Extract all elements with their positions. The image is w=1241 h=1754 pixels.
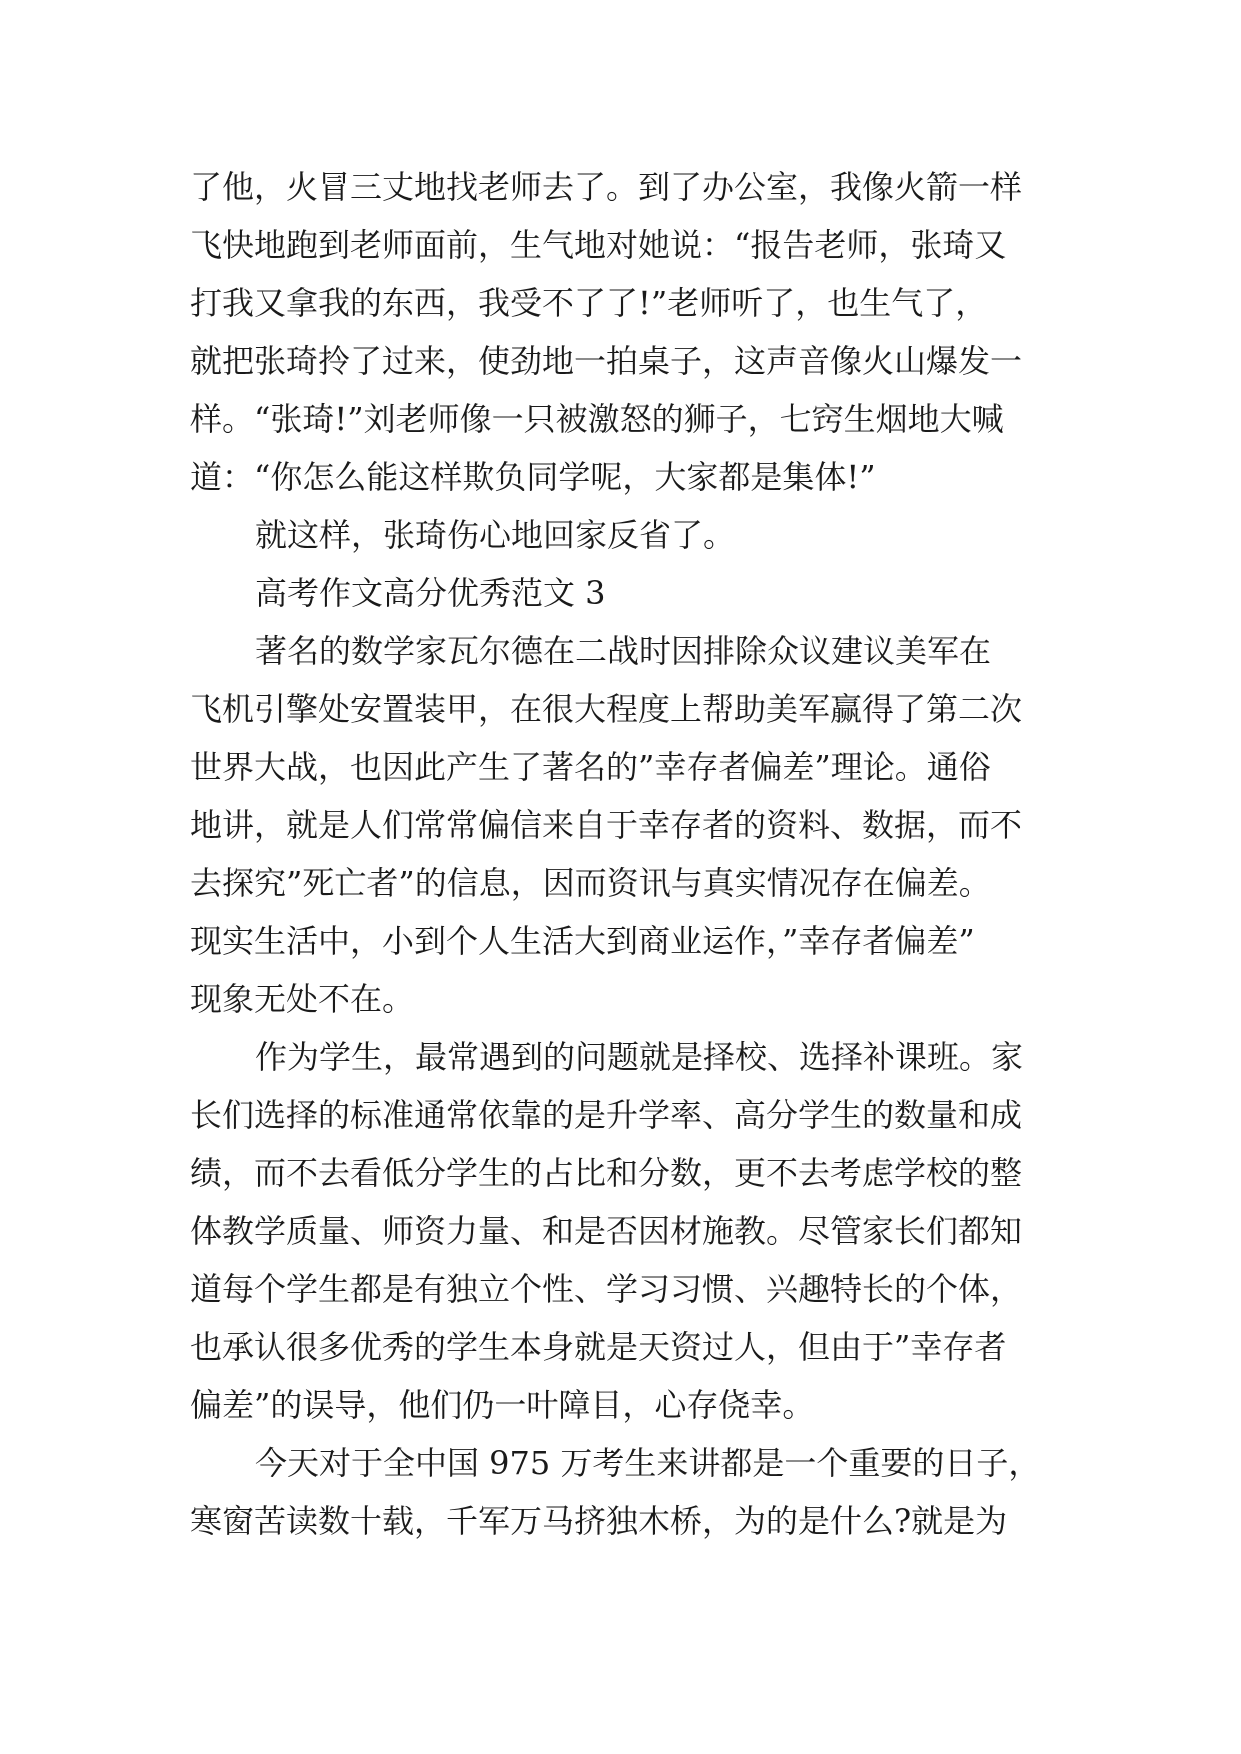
text-line: 今天对于全中国 975 万考生来讲都是一个重要的日子， (255, 1444, 1041, 1482)
text-line: 就这样，张琦伤心地回家反省了。 (255, 516, 736, 554)
text-line: 就把张琦拎了过来，使劲地一拍桌子，这声音像火山爆发一 (190, 342, 1023, 380)
text-line: 著名的数学家瓦尔德在二战时因排除众议建议美军在 (255, 632, 992, 670)
text-line: 作为学生，最常遇到的问题就是择校、选择补课班。家 (255, 1038, 1024, 1076)
text-line: 飞快地跑到老师面前，生气地对她说：“报告老师，张琦又 (190, 226, 1007, 264)
text-line: 现象无处不在。 (190, 980, 415, 1018)
text-line: 飞机引擎处安置装甲，在很大程度上帮助美军赢得了第二次 (190, 690, 1023, 728)
text-line: 打我又拿我的东西，我受不了了!”老师听了，也生气了， (190, 284, 988, 322)
text-line: 现实生活中，小到个人生活大到商业运作，”幸存者偏差” (190, 922, 975, 960)
text-line: 世界大战，也因此产生了著名的”幸存者偏差”理论。通俗 (190, 748, 991, 786)
text-line: 也承认很多优秀的学生本身就是天资过人，但由于”幸存者 (190, 1328, 1007, 1366)
text-line: 长们选择的标准通常依靠的是升学率、高分学生的数量和成 (190, 1096, 1023, 1134)
text-line: 寒窗苦读数十载，千军万马挤独木桥，为的是什么?就是为 (190, 1502, 1008, 1540)
text-line: 高考作文高分优秀范文 3 (255, 574, 606, 612)
text-line: 去探究”死亡者”的信息，因而资讯与真实情况存在偏差。 (190, 864, 991, 902)
text-line: 道：“你怎么能这样欺负同学呢，大家都是集体!” (190, 458, 876, 496)
text-line: 体教学质量、师资力量、和是否因材施教。尽管家长们都知 (190, 1212, 1023, 1250)
text-line: 道每个学生都是有独立个性、学习习惯、兴趣特长的个体， (190, 1270, 1023, 1308)
text-line: 偏差”的误导，他们仍一叶障目，心存侥幸。 (190, 1386, 815, 1424)
document-body (190, 158, 1060, 1550)
text-line: 了他，火冒三丈地找老师去了。到了办公室，我像火箭一样 (190, 168, 1023, 206)
text-line: 绩，而不去看低分学生的占比和分数，更不去考虑学校的整 (190, 1154, 1023, 1192)
text-line: 地讲，就是人们常常偏信来自于幸存者的资料、数据，而不 (190, 806, 1023, 844)
text-line: 样。“张琦!”刘老师像一只被激怒的狮子，七窍生烟地大喊 (190, 400, 1004, 438)
